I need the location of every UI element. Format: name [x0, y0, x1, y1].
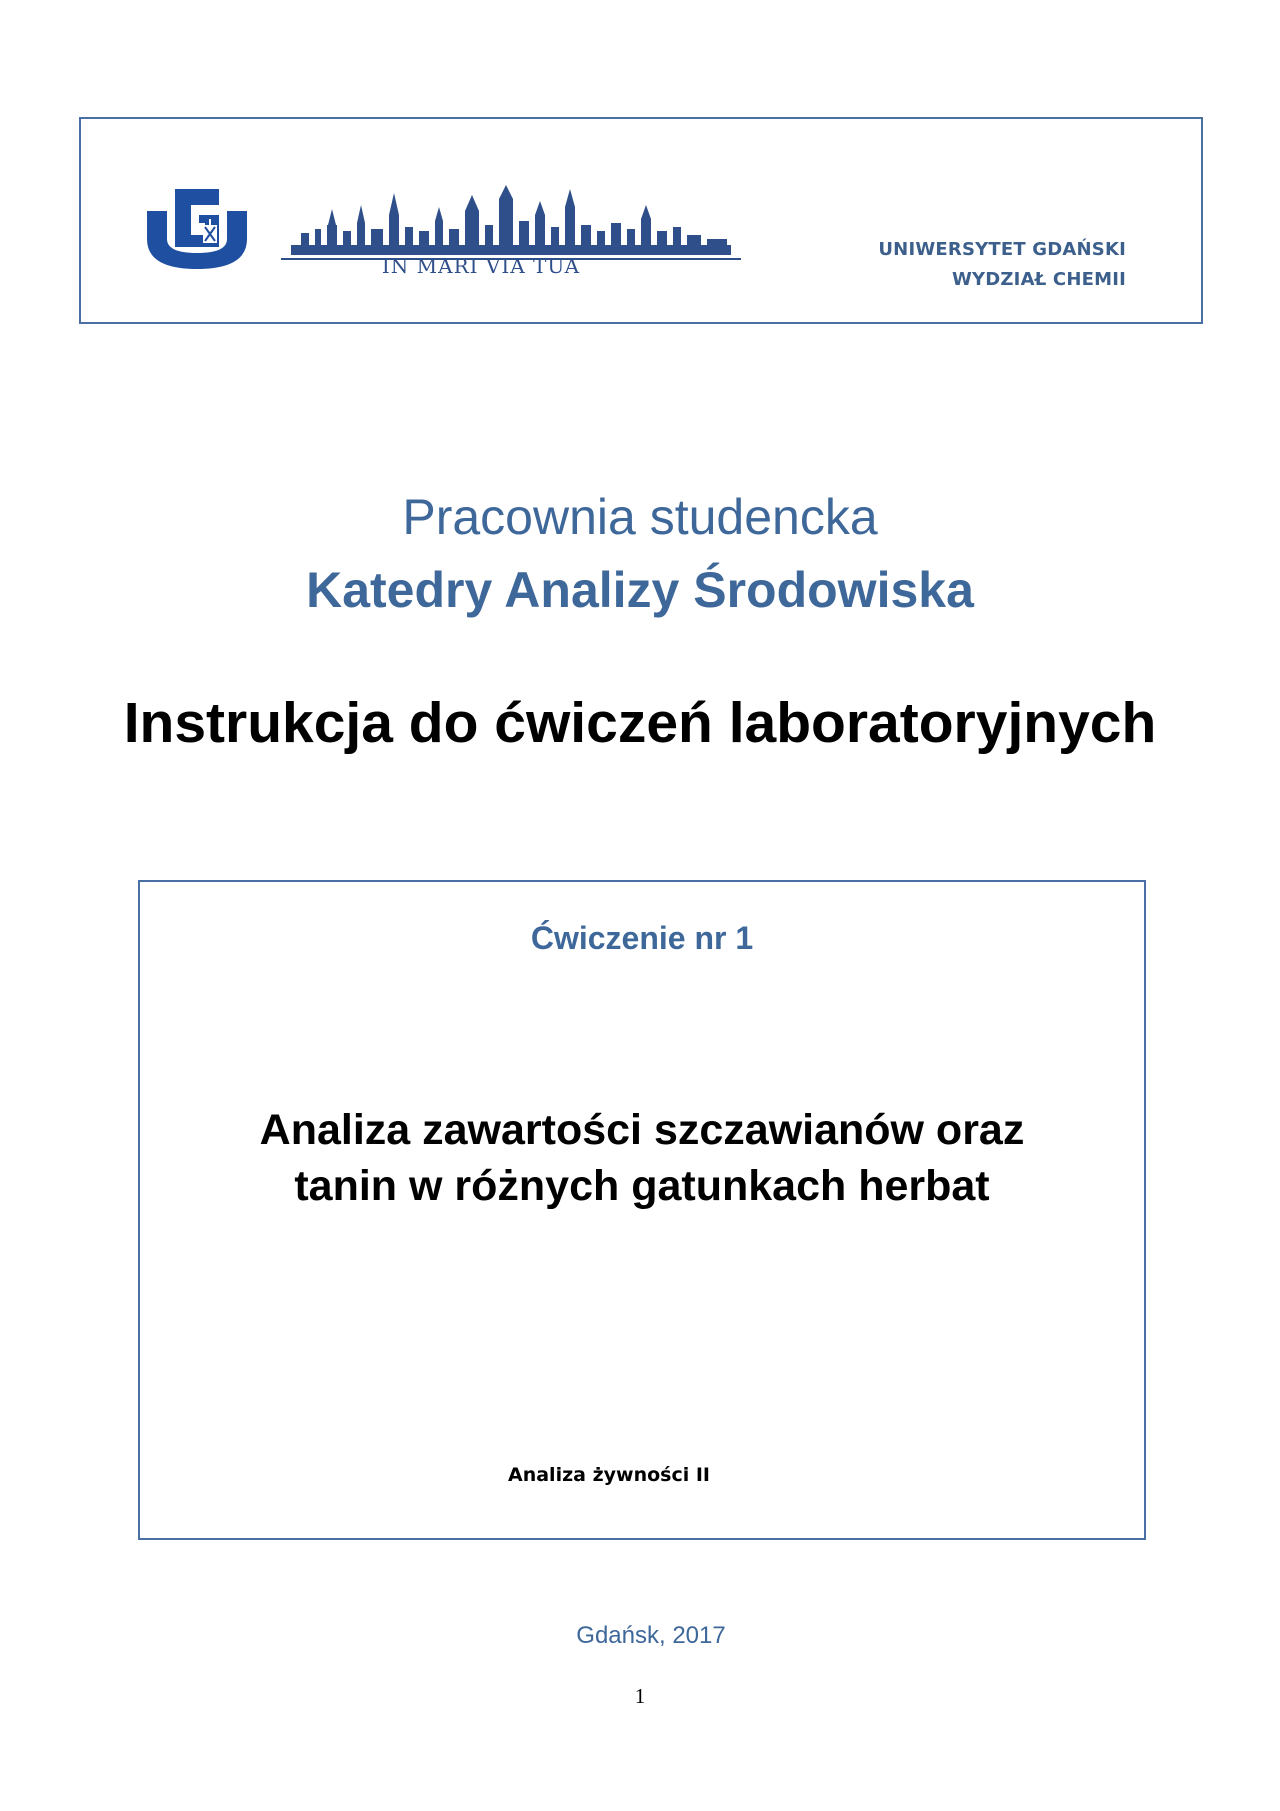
- course-name: Analiza żywności II: [508, 1464, 710, 1486]
- gdansk-skyline-icon: [281, 185, 741, 275]
- page-number: 1: [634, 1684, 646, 1708]
- faculty-label: WYDZIAŁ CHEMII: [951, 269, 1126, 290]
- lab-name-line1: Pracownia studencka: [402, 489, 878, 545]
- exercise-title-line1: Analiza zawartości szczawianów oraz: [259, 1106, 1025, 1154]
- place-date: Gdańsk, 2017: [576, 1622, 726, 1649]
- ug-logo-icon: [143, 183, 251, 273]
- lab-name-line2: Katedry Analizy Środowiska: [306, 562, 974, 618]
- university-label: UNIWERSYTET GDAŃSKI: [878, 239, 1126, 260]
- university-name: [878, 235, 1126, 295]
- header-box: [79, 117, 1203, 324]
- exercise-number: Ćwiczenie nr 1: [530, 920, 754, 956]
- exercise-title: [140, 1102, 1144, 1214]
- exercise-title-line2: tanin w różnych gatunkach herbat: [294, 1162, 990, 1210]
- skyline-motto: IN MARI VIA TUA: [381, 254, 581, 275]
- exercise-box: [138, 880, 1146, 1540]
- page-title: Instrukcja do ćwiczeń laboratoryjnych: [123, 691, 1157, 755]
